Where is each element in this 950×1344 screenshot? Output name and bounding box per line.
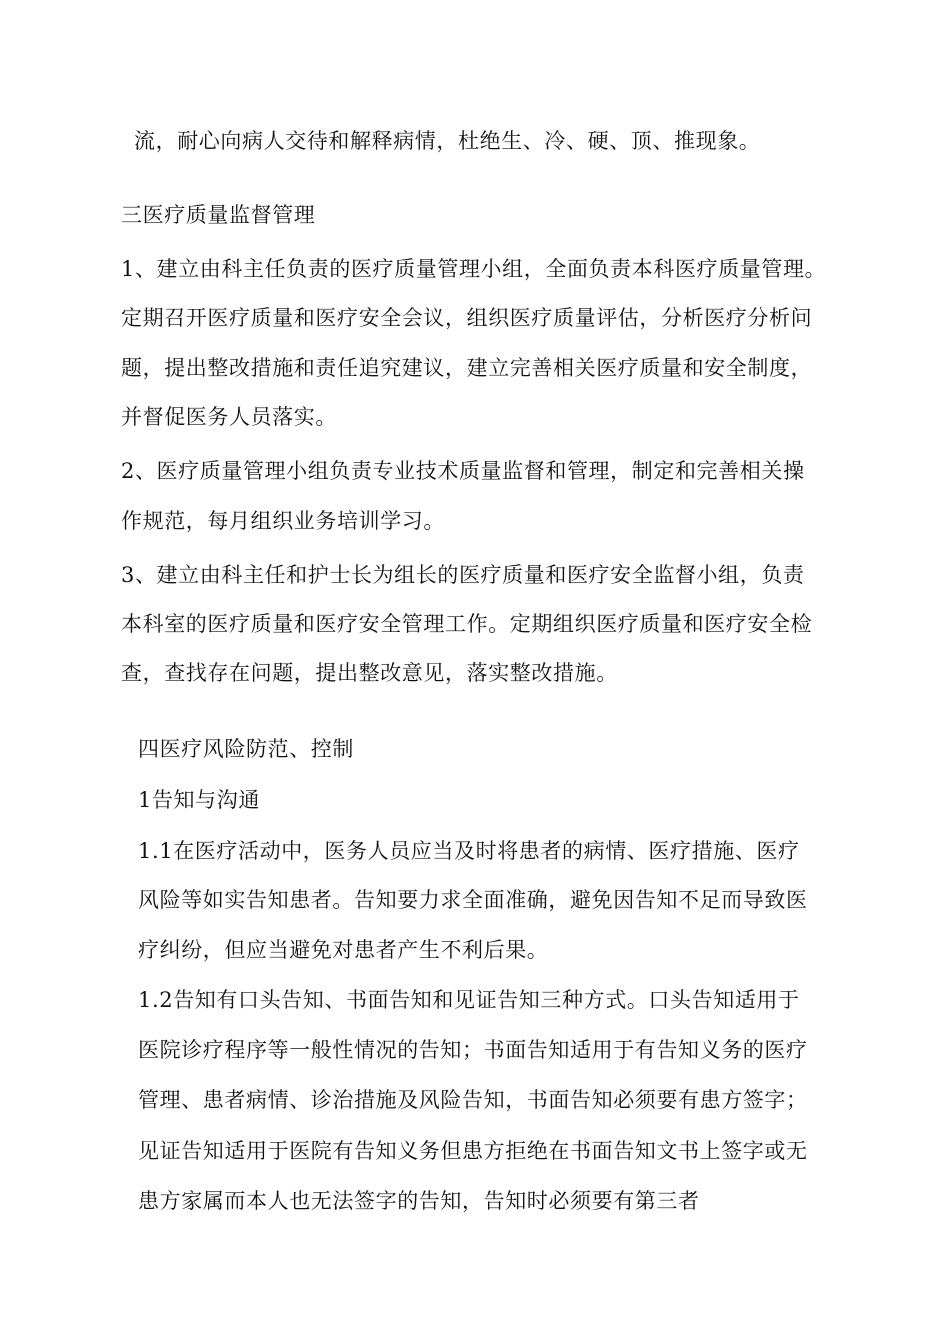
text-line: 作规范，每月组织业务培训学习。 [121,509,445,533]
text-line: 定期召开医疗质量和医疗安全会议，组织医疗质量评估，分析医疗分析问 [121,306,813,330]
text-line: 医院诊疗程序等一般性情况的告知；书面告知适用于有告知义务的医疗 [138,1038,808,1062]
text-line: 1.1在医疗活动中，医务人员应当及时将患者的病情、医疗措施、医疗 [138,839,800,863]
text-line: 疗纠纷，但应当避免对患者产生不利后果。 [138,938,549,962]
text-line: 患方家属而本人也无法签字的告知，告知时必须要有第三者 [138,1189,700,1213]
text-line: 3、建立由科主任和护士长为组长的医疗质量和医疗安全监督小组，负责 [121,563,805,587]
text-line: 查，查找存在问题，提出整改意见，落实整改措施。 [121,661,618,685]
subsection-heading: 1告知与沟通 [138,788,260,812]
text-line: 风险等如实告知患者。告知要力求全面准确，避免因告知不足而导致医 [138,888,808,912]
text-line: 1.2告知有口头告知、书面告知和见证告知三种方式。口头告知适用于 [138,988,800,1012]
section-heading: 三医疗质量监督管理 [121,203,316,227]
text-line: 并督促医务人员落实。 [121,405,337,429]
text-line: 题，提出整改措施和责任追究建议，建立完善相关医疗质量和安全制度， [121,356,813,380]
text-line: 本科室的医疗质量和医疗安全管理工作。定期组织医疗质量和医疗安全检 [121,612,813,636]
text-line: 1、建立由科主任负责的医疗质量管理小组，全面负责本科医疗质量管理。 [121,257,827,281]
text-line: 见证告知适用于医院有告知义务但患方拒绝在书面告知文书上签字或无 [138,1139,808,1163]
text-line: 管理、患者病情、诊治措施及风险告知，书面告知必须要有患方签字； [138,1088,808,1112]
text-line: 流，耐心向病人交待和解释病情，杜绝生、冷、硬、顶、推现象。 [134,129,761,153]
text-line: 2、医疗质量管理小组负责专业技术质量监督和管理，制定和完善相关操 [121,459,805,483]
section-heading: 四医疗风险防范、控制 [138,737,354,761]
